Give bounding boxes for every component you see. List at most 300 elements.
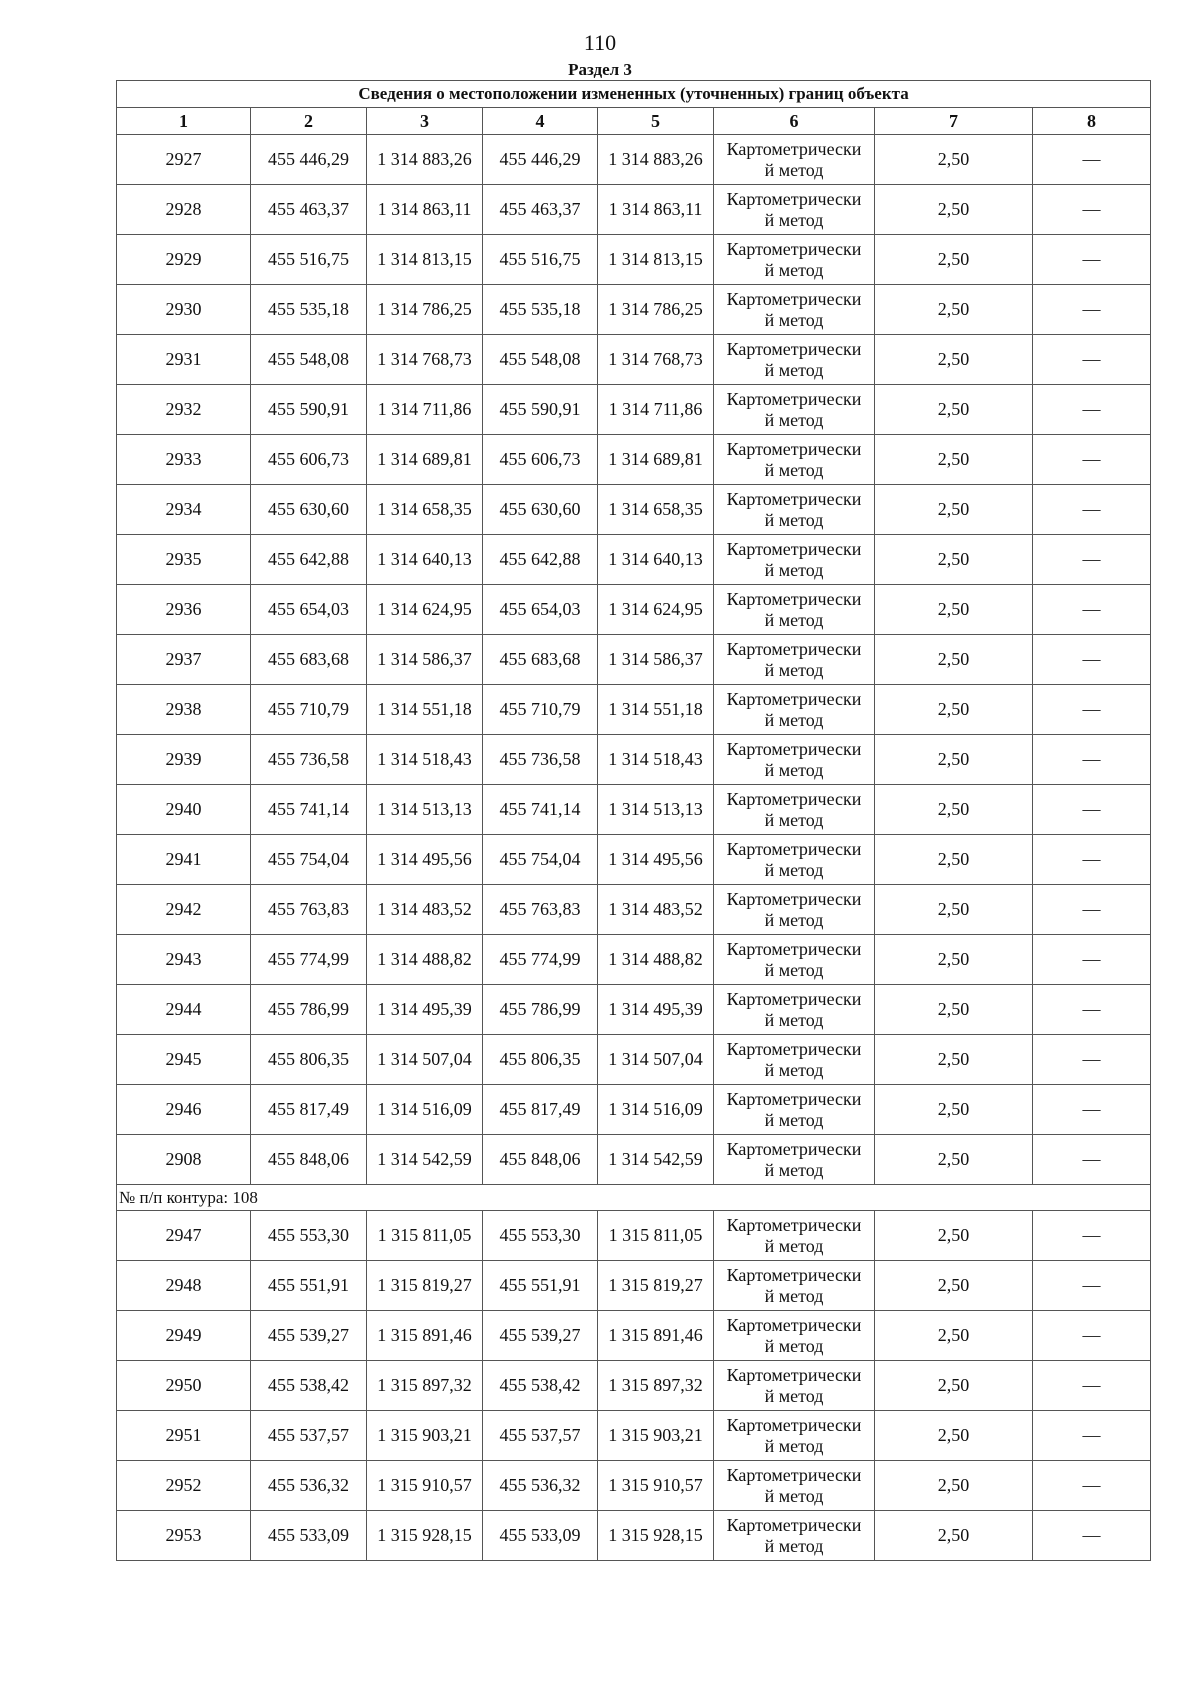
accuracy-cell: 2,50 xyxy=(875,1085,1033,1135)
method-cell xyxy=(714,335,875,385)
accuracy-cell: 2,50 xyxy=(875,1311,1033,1361)
y-old-cell: 1 315 928,15 xyxy=(367,1511,483,1561)
y-old-cell: 1 314 495,39 xyxy=(367,985,483,1035)
description-cell: — xyxy=(1033,1035,1151,1085)
accuracy-cell: 2,50 xyxy=(875,1261,1033,1311)
point-number-cell: 2952 xyxy=(117,1461,251,1511)
method-cell xyxy=(714,1261,875,1311)
accuracy-cell: 2,50 xyxy=(875,1411,1033,1461)
accuracy-cell: 2,50 xyxy=(875,435,1033,485)
method-text-line1: Картометрически xyxy=(726,688,862,709)
method-text-line1: Картометрически xyxy=(726,388,862,409)
table-row xyxy=(117,1261,1151,1311)
x-new-cell: 455 710,79 xyxy=(483,685,598,735)
method-text-line2: й метод xyxy=(764,409,824,430)
x-new-cell: 455 606,73 xyxy=(483,435,598,485)
y-old-cell: 1 314 658,35 xyxy=(367,485,483,535)
method-cell xyxy=(714,185,875,235)
method-text-line2: й метод xyxy=(764,959,824,980)
y-new-cell: 1 314 863,11 xyxy=(598,185,714,235)
y-new-cell: 1 315 910,57 xyxy=(598,1461,714,1511)
method-text-line1: Картометрически xyxy=(726,788,862,809)
method-text-line1: Картометрически xyxy=(726,638,862,659)
description-cell: — xyxy=(1033,335,1151,385)
description-cell: — xyxy=(1033,135,1151,185)
table-title: Сведения о местоположении измененных (уточненных) границ объекта xyxy=(117,81,1151,108)
y-old-cell: 1 314 518,43 xyxy=(367,735,483,785)
x-new-cell: 455 536,32 xyxy=(483,1461,598,1511)
y-new-cell: 1 314 516,09 xyxy=(598,1085,714,1135)
x-old-cell: 455 539,27 xyxy=(251,1311,367,1361)
table-row xyxy=(117,585,1151,635)
method-text-line1: Картометрически xyxy=(726,938,862,959)
method-cell xyxy=(714,485,875,535)
table-row xyxy=(117,235,1151,285)
y-old-cell: 1 314 711,86 xyxy=(367,385,483,435)
x-old-cell: 455 551,91 xyxy=(251,1261,367,1311)
x-old-cell: 455 683,68 xyxy=(251,635,367,685)
x-old-cell: 455 630,60 xyxy=(251,485,367,535)
accuracy-cell: 2,50 xyxy=(875,1035,1033,1085)
method-cell xyxy=(714,1361,875,1411)
y-new-cell: 1 314 513,13 xyxy=(598,785,714,835)
method-text-line1: Картометрически xyxy=(726,1264,862,1285)
table-row xyxy=(117,1461,1151,1511)
description-cell: — xyxy=(1033,1511,1151,1561)
method-cell xyxy=(714,385,875,435)
x-new-cell: 455 654,03 xyxy=(483,585,598,635)
y-new-cell: 1 314 768,73 xyxy=(598,335,714,385)
point-number-cell: 2934 xyxy=(117,485,251,535)
method-cell xyxy=(714,585,875,635)
method-cell xyxy=(714,635,875,685)
y-old-cell: 1 314 813,15 xyxy=(367,235,483,285)
method-text-line1: Картометрически xyxy=(726,238,862,259)
accuracy-cell: 2,50 xyxy=(875,485,1033,535)
x-new-cell: 455 463,37 xyxy=(483,185,598,235)
table-row xyxy=(117,635,1151,685)
description-cell: — xyxy=(1033,1085,1151,1135)
y-new-cell: 1 314 507,04 xyxy=(598,1035,714,1085)
point-number-cell: 2941 xyxy=(117,835,251,885)
x-new-cell: 455 848,06 xyxy=(483,1135,598,1185)
method-text-line1: Картометрически xyxy=(726,188,862,209)
x-old-cell: 455 536,32 xyxy=(251,1461,367,1511)
table-row xyxy=(117,1085,1151,1135)
table-row xyxy=(117,335,1151,385)
point-number-cell: 2944 xyxy=(117,985,251,1035)
accuracy-cell: 2,50 xyxy=(875,185,1033,235)
point-number-cell: 2928 xyxy=(117,185,251,235)
boundary-table xyxy=(116,80,1151,1561)
method-text-line1: Картометрически xyxy=(726,438,862,459)
description-cell: — xyxy=(1033,585,1151,635)
y-old-cell: 1 315 811,05 xyxy=(367,1211,483,1261)
method-text-line1: Картометрически xyxy=(726,1138,862,1159)
method-cell xyxy=(714,1311,875,1361)
x-new-cell: 455 786,99 xyxy=(483,985,598,1035)
point-number-cell: 2951 xyxy=(117,1411,251,1461)
y-old-cell: 1 314 495,56 xyxy=(367,835,483,885)
method-text-line1: Картометрически xyxy=(726,1088,862,1109)
y-old-cell: 1 315 910,57 xyxy=(367,1461,483,1511)
x-new-cell: 455 535,18 xyxy=(483,285,598,335)
method-cell xyxy=(714,535,875,585)
column-number: 6 xyxy=(714,108,875,135)
point-number-cell: 2930 xyxy=(117,285,251,335)
table-row xyxy=(117,1311,1151,1361)
y-new-cell: 1 314 542,59 xyxy=(598,1135,714,1185)
point-number-cell: 2927 xyxy=(117,135,251,185)
y-old-cell: 1 314 786,25 xyxy=(367,285,483,335)
x-new-cell: 455 754,04 xyxy=(483,835,598,885)
y-new-cell: 1 314 786,25 xyxy=(598,285,714,335)
method-text-line2: й метод xyxy=(764,1535,824,1556)
y-new-cell: 1 315 903,21 xyxy=(598,1411,714,1461)
point-number-cell: 2949 xyxy=(117,1311,251,1361)
method-text-line2: й метод xyxy=(764,909,824,930)
x-old-cell: 455 754,04 xyxy=(251,835,367,885)
x-new-cell: 455 446,29 xyxy=(483,135,598,185)
method-text-line2: й метод xyxy=(764,1285,824,1306)
method-text-line2: й метод xyxy=(764,259,824,280)
method-cell xyxy=(714,1035,875,1085)
method-text-line2: й метод xyxy=(764,1335,824,1356)
point-number-cell: 2946 xyxy=(117,1085,251,1135)
y-new-cell: 1 314 640,13 xyxy=(598,535,714,585)
method-text-line1: Картометрически xyxy=(726,488,862,509)
method-text-line1: Картометрически xyxy=(726,138,862,159)
y-old-cell: 1 314 542,59 xyxy=(367,1135,483,1185)
method-cell xyxy=(714,1135,875,1185)
accuracy-cell: 2,50 xyxy=(875,1511,1033,1561)
y-new-cell: 1 314 883,26 xyxy=(598,135,714,185)
description-cell: — xyxy=(1033,1311,1151,1361)
method-text-line1: Картометрически xyxy=(726,538,862,559)
table-row xyxy=(117,285,1151,335)
method-cell xyxy=(714,1511,875,1561)
method-text-line1: Картометрически xyxy=(726,888,862,909)
y-new-cell: 1 315 897,32 xyxy=(598,1361,714,1411)
table-row xyxy=(117,1035,1151,1085)
x-new-cell: 455 553,30 xyxy=(483,1211,598,1261)
description-cell: — xyxy=(1033,935,1151,985)
method-text-line2: й метод xyxy=(764,609,824,630)
description-cell: — xyxy=(1033,535,1151,585)
method-text-line2: й метод xyxy=(764,1009,824,1030)
method-text-line2: й метод xyxy=(764,459,824,480)
y-old-cell: 1 314 516,09 xyxy=(367,1085,483,1135)
accuracy-cell: 2,50 xyxy=(875,685,1033,735)
y-new-cell: 1 314 495,39 xyxy=(598,985,714,1035)
accuracy-cell: 2,50 xyxy=(875,585,1033,635)
y-old-cell: 1 315 819,27 xyxy=(367,1261,483,1311)
method-text-line1: Картометрически xyxy=(726,1414,862,1435)
column-number: 5 xyxy=(598,108,714,135)
method-text-line2: й метод xyxy=(764,1235,824,1256)
method-text-line2: й метод xyxy=(764,209,824,230)
x-old-cell: 455 606,73 xyxy=(251,435,367,485)
method-text-line2: й метод xyxy=(764,559,824,580)
description-cell: — xyxy=(1033,635,1151,685)
x-old-cell: 455 553,30 xyxy=(251,1211,367,1261)
method-cell xyxy=(714,935,875,985)
point-number-cell: 2931 xyxy=(117,335,251,385)
x-old-cell: 455 642,88 xyxy=(251,535,367,585)
point-number-cell: 2933 xyxy=(117,435,251,485)
y-old-cell: 1 314 863,11 xyxy=(367,185,483,235)
point-number-cell: 2945 xyxy=(117,1035,251,1085)
x-new-cell: 455 539,27 xyxy=(483,1311,598,1361)
x-new-cell: 455 817,49 xyxy=(483,1085,598,1135)
y-old-cell: 1 314 507,04 xyxy=(367,1035,483,1085)
x-new-cell: 455 538,42 xyxy=(483,1361,598,1411)
y-new-cell: 1 314 495,56 xyxy=(598,835,714,885)
table-row xyxy=(117,1361,1151,1411)
method-text-line2: й метод xyxy=(764,359,824,380)
y-old-cell: 1 314 586,37 xyxy=(367,635,483,685)
y-old-cell: 1 314 883,26 xyxy=(367,135,483,185)
table-title-row xyxy=(117,81,1151,108)
method-cell xyxy=(714,235,875,285)
y-old-cell: 1 314 624,95 xyxy=(367,585,483,635)
table-row xyxy=(117,1511,1151,1561)
description-cell: — xyxy=(1033,285,1151,335)
description-cell: — xyxy=(1033,235,1151,285)
y-old-cell: 1 315 903,21 xyxy=(367,1411,483,1461)
x-old-cell: 455 463,37 xyxy=(251,185,367,235)
table-row xyxy=(117,535,1151,585)
point-number-cell: 2939 xyxy=(117,735,251,785)
y-new-cell: 1 314 488,82 xyxy=(598,935,714,985)
x-new-cell: 455 741,14 xyxy=(483,785,598,835)
method-text-line2: й метод xyxy=(764,859,824,880)
x-new-cell: 455 548,08 xyxy=(483,335,598,385)
x-old-cell: 455 538,42 xyxy=(251,1361,367,1411)
x-old-cell: 455 763,83 xyxy=(251,885,367,935)
method-cell xyxy=(714,285,875,335)
x-new-cell: 455 736,58 xyxy=(483,735,598,785)
method-text-line1: Картометрически xyxy=(726,988,862,1009)
method-text-line2: й метод xyxy=(764,759,824,780)
method-cell xyxy=(714,1461,875,1511)
table-row xyxy=(117,385,1151,435)
point-number-cell: 2953 xyxy=(117,1511,251,1561)
y-new-cell: 1 315 928,15 xyxy=(598,1511,714,1561)
table-row xyxy=(117,685,1151,735)
accuracy-cell: 2,50 xyxy=(875,635,1033,685)
point-number-cell: 2937 xyxy=(117,635,251,685)
y-new-cell: 1 315 811,05 xyxy=(598,1211,714,1261)
table-row xyxy=(117,435,1151,485)
description-cell: — xyxy=(1033,835,1151,885)
accuracy-cell: 2,50 xyxy=(875,935,1033,985)
column-number: 2 xyxy=(251,108,367,135)
y-old-cell: 1 314 689,81 xyxy=(367,435,483,485)
x-old-cell: 455 741,14 xyxy=(251,785,367,835)
method-text-line2: й метод xyxy=(764,509,824,530)
y-new-cell: 1 314 658,35 xyxy=(598,485,714,535)
column-number-row xyxy=(117,108,1151,135)
table-row xyxy=(117,1411,1151,1461)
table-row xyxy=(117,485,1151,535)
method-cell xyxy=(714,835,875,885)
y-new-cell: 1 314 483,52 xyxy=(598,885,714,935)
table-row xyxy=(117,185,1151,235)
method-text-line1: Картометрически xyxy=(726,288,862,309)
accuracy-cell: 2,50 xyxy=(875,1211,1033,1261)
description-cell: — xyxy=(1033,185,1151,235)
x-new-cell: 455 551,91 xyxy=(483,1261,598,1311)
x-new-cell: 455 533,09 xyxy=(483,1511,598,1561)
method-cell xyxy=(714,985,875,1035)
method-cell xyxy=(714,685,875,735)
x-old-cell: 455 654,03 xyxy=(251,585,367,635)
description-cell: — xyxy=(1033,1461,1151,1511)
description-cell: — xyxy=(1033,1211,1151,1261)
section-label: Раздел 3 xyxy=(568,60,632,79)
accuracy-cell: 2,50 xyxy=(875,235,1033,285)
y-new-cell: 1 314 551,18 xyxy=(598,685,714,735)
y-new-cell: 1 314 624,95 xyxy=(598,585,714,635)
method-text-line1: Картометрически xyxy=(726,1314,862,1335)
x-old-cell: 455 548,08 xyxy=(251,335,367,385)
column-number: 1 xyxy=(117,108,251,135)
method-text-line2: й метод xyxy=(764,809,824,830)
method-text-line2: й метод xyxy=(764,1109,824,1130)
point-number-cell: 2935 xyxy=(117,535,251,585)
method-text-line1: Картометрически xyxy=(726,1214,862,1235)
accuracy-cell: 2,50 xyxy=(875,1461,1033,1511)
column-number: 4 xyxy=(483,108,598,135)
x-old-cell: 455 533,09 xyxy=(251,1511,367,1561)
contour-row xyxy=(117,1185,1151,1211)
method-text-line1: Картометрически xyxy=(726,1038,862,1059)
x-old-cell: 455 710,79 xyxy=(251,685,367,735)
point-number-cell: 2936 xyxy=(117,585,251,635)
accuracy-cell: 2,50 xyxy=(875,1361,1033,1411)
description-cell: — xyxy=(1033,485,1151,535)
table-row xyxy=(117,135,1151,185)
description-cell: — xyxy=(1033,685,1151,735)
accuracy-cell: 2,50 xyxy=(875,735,1033,785)
y-old-cell: 1 314 488,82 xyxy=(367,935,483,985)
column-number: 8 xyxy=(1033,108,1151,135)
point-number-cell: 2948 xyxy=(117,1261,251,1311)
x-old-cell: 455 774,99 xyxy=(251,935,367,985)
x-old-cell: 455 516,75 xyxy=(251,235,367,285)
method-text-line1: Картометрически xyxy=(726,738,862,759)
method-cell xyxy=(714,1411,875,1461)
table-row xyxy=(117,735,1151,785)
method-text-line2: й метод xyxy=(764,159,824,180)
point-number-cell: 2929 xyxy=(117,235,251,285)
y-old-cell: 1 314 551,18 xyxy=(367,685,483,735)
description-cell: — xyxy=(1033,885,1151,935)
x-new-cell: 455 630,60 xyxy=(483,485,598,535)
description-cell: — xyxy=(1033,385,1151,435)
point-number-cell: 2943 xyxy=(117,935,251,985)
x-old-cell: 455 806,35 xyxy=(251,1035,367,1085)
x-old-cell: 455 817,49 xyxy=(251,1085,367,1135)
y-old-cell: 1 314 513,13 xyxy=(367,785,483,835)
method-cell xyxy=(714,435,875,485)
description-cell: — xyxy=(1033,1135,1151,1185)
description-cell: — xyxy=(1033,985,1151,1035)
point-number-cell: 2940 xyxy=(117,785,251,835)
x-old-cell: 455 446,29 xyxy=(251,135,367,185)
y-old-cell: 1 314 768,73 xyxy=(367,335,483,385)
y-new-cell: 1 315 819,27 xyxy=(598,1261,714,1311)
x-new-cell: 455 806,35 xyxy=(483,1035,598,1085)
x-new-cell: 455 774,99 xyxy=(483,935,598,985)
accuracy-cell: 2,50 xyxy=(875,285,1033,335)
x-new-cell: 455 763,83 xyxy=(483,885,598,935)
method-text-line2: й метод xyxy=(764,1059,824,1080)
y-old-cell: 1 315 897,32 xyxy=(367,1361,483,1411)
method-text-line1: Картометрически xyxy=(726,338,862,359)
column-number: 7 xyxy=(875,108,1033,135)
method-text-line2: й метод xyxy=(764,309,824,330)
description-cell: — xyxy=(1033,735,1151,785)
accuracy-cell: 2,50 xyxy=(875,535,1033,585)
point-number-cell: 2938 xyxy=(117,685,251,735)
description-cell: — xyxy=(1033,1361,1151,1411)
description-cell: — xyxy=(1033,1261,1151,1311)
description-cell: — xyxy=(1033,785,1151,835)
x-new-cell: 455 516,75 xyxy=(483,235,598,285)
x-old-cell: 455 786,99 xyxy=(251,985,367,1035)
accuracy-cell: 2,50 xyxy=(875,835,1033,885)
y-old-cell: 1 314 483,52 xyxy=(367,885,483,935)
accuracy-cell: 2,50 xyxy=(875,885,1033,935)
y-old-cell: 1 315 891,46 xyxy=(367,1311,483,1361)
y-new-cell: 1 314 689,81 xyxy=(598,435,714,485)
accuracy-cell: 2,50 xyxy=(875,985,1033,1035)
x-new-cell: 455 590,91 xyxy=(483,385,598,435)
method-text-line2: й метод xyxy=(764,659,824,680)
table-row xyxy=(117,885,1151,935)
method-cell xyxy=(714,1211,875,1261)
table-row xyxy=(117,835,1151,885)
method-text-line2: й метод xyxy=(764,1385,824,1406)
x-old-cell: 455 590,91 xyxy=(251,385,367,435)
y-new-cell: 1 315 891,46 xyxy=(598,1311,714,1361)
y-new-cell: 1 314 518,43 xyxy=(598,735,714,785)
point-number-cell: 2942 xyxy=(117,885,251,935)
table-body xyxy=(117,135,1151,1561)
accuracy-cell: 2,50 xyxy=(875,335,1033,385)
method-text-line1: Картометрически xyxy=(726,588,862,609)
method-cell xyxy=(714,785,875,835)
x-old-cell: 455 736,58 xyxy=(251,735,367,785)
method-text-line1: Картометрически xyxy=(726,1514,862,1535)
table-row xyxy=(117,935,1151,985)
x-new-cell: 455 642,88 xyxy=(483,535,598,585)
y-new-cell: 1 314 586,37 xyxy=(598,635,714,685)
x-new-cell: 455 537,57 xyxy=(483,1411,598,1461)
description-cell: — xyxy=(1033,435,1151,485)
method-cell xyxy=(714,885,875,935)
x-old-cell: 455 535,18 xyxy=(251,285,367,335)
method-text-line2: й метод xyxy=(764,1159,824,1180)
accuracy-cell: 2,50 xyxy=(875,1135,1033,1185)
point-number-cell: 2932 xyxy=(117,385,251,435)
point-number-cell: 2947 xyxy=(117,1211,251,1261)
method-text-line2: й метод xyxy=(764,1435,824,1456)
page-number: 110 xyxy=(583,30,617,55)
x-old-cell: 455 537,57 xyxy=(251,1411,367,1461)
